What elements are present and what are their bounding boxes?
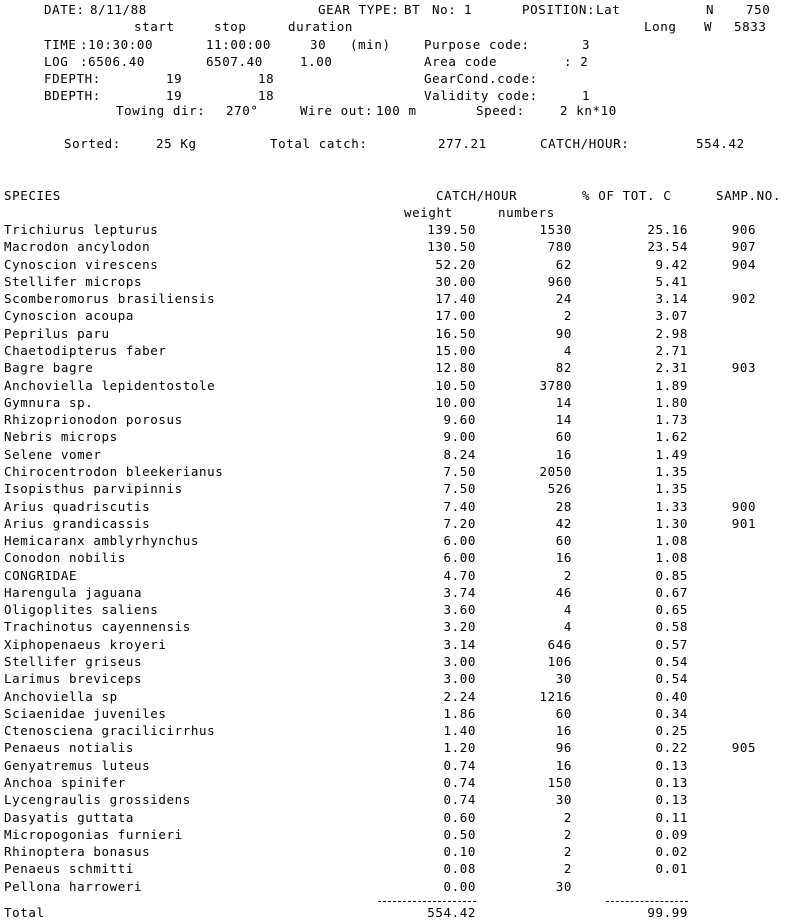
numbers-value: 16 xyxy=(555,446,572,462)
validity-code-value: 1 xyxy=(582,88,591,103)
species-name: Anchoa spinifer xyxy=(4,775,126,790)
numbers-value: 2 xyxy=(563,809,572,825)
weight-value: 1.20 xyxy=(443,740,476,756)
weight-value: 1.40 xyxy=(443,723,476,739)
numbers-value: 106 xyxy=(547,654,572,669)
species-name: Pellona harroweri xyxy=(4,878,143,894)
species-name: Genyatremus luteus xyxy=(4,757,151,773)
fdepth-start: 19 xyxy=(166,71,183,86)
table-row xyxy=(0,689,800,706)
species-name: Macrodon ancylodon xyxy=(4,239,151,255)
table-row xyxy=(0,378,800,395)
fdepth-stop: 18 xyxy=(258,71,275,86)
time-label: TIME xyxy=(44,37,77,52)
table-row xyxy=(0,602,800,619)
samp-no-value: 905 xyxy=(731,740,757,756)
position-label: POSITION: xyxy=(522,2,596,17)
table-row xyxy=(0,775,800,792)
table-row xyxy=(0,568,800,585)
numbers-value: 646 xyxy=(547,636,572,652)
time-duration: 30 xyxy=(310,37,327,52)
table-row xyxy=(0,343,800,360)
col-start-label: start xyxy=(134,19,175,34)
table-row xyxy=(0,827,800,844)
numbers-value: 960 xyxy=(547,273,572,289)
weight-value: 1.86 xyxy=(443,705,476,721)
table-row xyxy=(0,395,800,412)
table-row xyxy=(0,308,800,325)
weight-value: 3.74 xyxy=(443,584,476,600)
lat-hemisphere: N xyxy=(706,2,715,17)
species-name: Sciaenidae juveniles xyxy=(4,705,167,721)
weight-value: 17.40 xyxy=(435,291,476,307)
numbers-value: 16 xyxy=(555,757,572,773)
total-label: Total xyxy=(4,905,45,920)
samp-no-column-header: SAMP.NO. xyxy=(716,188,782,203)
pct-value: 1.35 xyxy=(655,463,688,479)
species-name: Penaeus notialis xyxy=(4,740,135,756)
towing-dir-label: Towing dir: xyxy=(116,103,206,118)
species-name: Conodon nobilis xyxy=(4,550,126,566)
numbers-value: 780 xyxy=(547,239,572,255)
pct-total-rule xyxy=(606,901,688,902)
species-name: Xiphopenaeus kroyeri xyxy=(4,636,167,652)
pct-value: 0.13 xyxy=(655,775,688,790)
log-stop: 6507.40 xyxy=(206,54,263,69)
bdepth-stop: 18 xyxy=(258,88,275,103)
numbers-value: 46 xyxy=(555,584,572,600)
total-catch-label: Total catch: xyxy=(270,136,368,151)
total-catch-value: 277.21 xyxy=(438,136,487,151)
table-row xyxy=(0,481,800,498)
species-name: Anchoviella sp xyxy=(4,688,118,704)
table-row xyxy=(0,326,800,343)
weight-value: 9.00 xyxy=(443,429,476,445)
no-value: 1 xyxy=(464,2,473,17)
time-unit: (min) xyxy=(350,37,391,52)
weight-value: 17.00 xyxy=(435,308,476,324)
pct-value: 0.40 xyxy=(655,688,688,704)
pct-value: 1.08 xyxy=(655,533,688,548)
numbers-value: 1530 xyxy=(539,222,572,237)
numbers-value: 4 xyxy=(563,602,572,618)
total-pct: 99.99 xyxy=(647,905,688,920)
table-row xyxy=(0,239,800,256)
pct-value: 0.13 xyxy=(655,792,688,808)
weight-subheader: weight xyxy=(404,205,453,220)
pct-value: 1.33 xyxy=(655,498,688,514)
log-start: :6506.40 xyxy=(80,54,146,69)
table-row xyxy=(0,740,800,757)
table-row xyxy=(0,533,800,550)
pct-value: 0.11 xyxy=(655,809,688,825)
weight-value: 3.14 xyxy=(443,636,476,652)
species-name: Micropogonias furnieri xyxy=(4,826,183,842)
species-name: Cynoscion acoupa xyxy=(4,308,135,324)
date-label: DATE: xyxy=(44,2,85,17)
pct-value: 2.71 xyxy=(655,343,688,358)
fdepth-label: FDEPTH: xyxy=(44,71,101,86)
numbers-value: 30 xyxy=(555,671,572,687)
pct-value: 1.08 xyxy=(655,550,688,566)
table-row xyxy=(0,550,800,567)
table-row xyxy=(0,429,800,446)
weight-value: 8.24 xyxy=(443,446,476,462)
pct-column-header: % OF TOT. C xyxy=(582,188,672,203)
table-row xyxy=(0,758,800,775)
species-name: Arius grandicassis xyxy=(4,515,151,531)
samp-no-value: 907 xyxy=(731,239,757,255)
weight-value: 0.74 xyxy=(443,757,476,773)
area-code-value: : 2 xyxy=(564,54,589,69)
numbers-value: 16 xyxy=(555,550,572,566)
date-value: 8/11/88 xyxy=(90,2,147,17)
pct-value: 1.30 xyxy=(655,515,688,531)
species-name: Peprilus paru xyxy=(4,325,110,341)
samp-no-value: 906 xyxy=(731,222,757,237)
numbers-value: 30 xyxy=(555,792,572,808)
numbers-value: 90 xyxy=(555,325,572,341)
samp-no-value: 903 xyxy=(731,360,757,376)
purpose-code-value: 3 xyxy=(582,37,591,52)
table-row xyxy=(0,861,800,878)
pct-value: 0.65 xyxy=(655,602,688,618)
species-name: Dasyatis guttata xyxy=(4,809,135,825)
long-hemisphere: W xyxy=(704,19,713,34)
pct-value: 2.31 xyxy=(655,360,688,376)
weight-value: 130.50 xyxy=(427,239,476,255)
numbers-value: 3780 xyxy=(539,377,572,393)
table-row xyxy=(0,654,800,671)
species-name: Hemicaranx amblyrhynchus xyxy=(4,533,200,548)
pct-value: 0.54 xyxy=(655,654,688,669)
species-name: Trichiurus lepturus xyxy=(4,222,159,237)
weight-total-rule xyxy=(378,901,476,902)
table-row xyxy=(0,723,800,740)
species-name: Arius quadriscutis xyxy=(4,498,151,514)
numbers-value: 2 xyxy=(563,844,572,860)
table-row xyxy=(0,706,800,723)
numbers-value: 42 xyxy=(555,515,572,531)
table-row xyxy=(0,412,800,429)
pct-value: 1.49 xyxy=(655,446,688,462)
gearcond-code-label: GearCond.code: xyxy=(424,71,538,86)
table-row xyxy=(0,464,800,481)
table-row xyxy=(0,637,800,654)
speed-label: Speed: xyxy=(476,103,525,118)
species-name: Nebris microps xyxy=(4,429,118,445)
numbers-value: 2 xyxy=(563,567,572,583)
time-stop: 11:00:00 xyxy=(206,37,272,52)
catch-hour-label: CATCH/HOUR: xyxy=(540,136,630,151)
table-row xyxy=(0,447,800,464)
weight-value: 3.20 xyxy=(443,619,476,635)
time-start: :10:30:00 xyxy=(80,37,154,52)
numbers-value: 2050 xyxy=(539,463,572,479)
numbers-value: 82 xyxy=(555,360,572,376)
table-row xyxy=(0,257,800,274)
sorted-label: Sorted: xyxy=(64,136,121,151)
weight-value: 0.10 xyxy=(443,844,476,860)
numbers-value: 4 xyxy=(563,619,572,635)
weight-value: 139.50 xyxy=(427,222,476,237)
table-row xyxy=(0,499,800,516)
weight-value: 6.00 xyxy=(443,550,476,566)
numbers-value: 2 xyxy=(563,826,572,842)
numbers-value: 62 xyxy=(555,256,572,272)
pct-value: 1.73 xyxy=(655,412,688,428)
col-duration-label: duration xyxy=(288,19,354,34)
numbers-value: 28 xyxy=(555,498,572,514)
pct-value: 5.41 xyxy=(655,273,688,289)
species-name: Oligoplites saliens xyxy=(4,602,159,618)
numbers-value: 526 xyxy=(547,481,572,497)
weight-value: 3.00 xyxy=(443,654,476,669)
species-name: Stellifer griseus xyxy=(4,654,143,669)
table-row xyxy=(0,671,800,688)
species-name: Scomberomorus brasiliensis xyxy=(4,291,216,307)
pct-value: 0.09 xyxy=(655,826,688,842)
purpose-code-label: Purpose code: xyxy=(424,37,530,52)
numbers-value: 60 xyxy=(555,429,572,445)
pct-value: 1.89 xyxy=(655,377,688,393)
table-row xyxy=(0,291,800,308)
pct-value: 3.07 xyxy=(655,308,688,324)
species-name: Lycengraulis grossidens xyxy=(4,792,191,808)
numbers-value: 14 xyxy=(555,394,572,410)
weight-value: 10.00 xyxy=(435,394,476,410)
weight-value: 3.00 xyxy=(443,671,476,687)
pct-value: 1.62 xyxy=(655,429,688,445)
weight-value: 52.20 xyxy=(435,256,476,272)
catch-hour-value: 554.42 xyxy=(696,136,745,151)
species-name: Chirocentrodon bleekerianus xyxy=(4,463,224,479)
wire-out-label: Wire out: xyxy=(300,103,374,118)
pct-value: 25.16 xyxy=(647,222,688,237)
samp-no-value: 900 xyxy=(731,498,757,514)
weight-value: 0.74 xyxy=(443,775,476,790)
numbers-value: 60 xyxy=(555,533,572,548)
table-row xyxy=(0,619,800,636)
pct-value: 2.98 xyxy=(655,325,688,341)
species-name: Cynoscion virescens xyxy=(4,256,159,272)
pct-value: 0.22 xyxy=(655,740,688,756)
numbers-value: 2 xyxy=(563,861,572,877)
table-row xyxy=(0,274,800,291)
numbers-value: 24 xyxy=(555,291,572,307)
table-row xyxy=(0,360,800,377)
numbers-subheader: numbers xyxy=(498,205,555,220)
weight-value: 7.50 xyxy=(443,463,476,479)
pct-value: 1.35 xyxy=(655,481,688,497)
pct-value: 0.54 xyxy=(655,671,688,687)
weight-value: 7.20 xyxy=(443,515,476,531)
table-row xyxy=(0,585,800,602)
species-name: Stellifer microps xyxy=(4,273,143,289)
weight-value: 16.50 xyxy=(435,325,476,341)
speed-value: 2 kn*10 xyxy=(560,103,617,118)
pct-value: 0.25 xyxy=(655,723,688,739)
pct-value: 0.02 xyxy=(655,844,688,860)
species-name: Rhinoptera bonasus xyxy=(4,844,151,860)
catch-hour-column-header: CATCH/HOUR xyxy=(436,188,518,203)
weight-value: 0.50 xyxy=(443,826,476,842)
gear-type-value: BT xyxy=(404,2,421,17)
total-weight: 554.42 xyxy=(427,905,476,920)
numbers-value: 96 xyxy=(555,740,572,756)
species-name: Harengula jaguana xyxy=(4,584,143,600)
weight-value: 12.80 xyxy=(435,360,476,376)
weight-value: 0.00 xyxy=(443,878,476,894)
species-name: Larimus breviceps xyxy=(4,671,143,687)
numbers-value: 1216 xyxy=(539,688,572,704)
table-row xyxy=(0,792,800,809)
weight-value: 0.60 xyxy=(443,809,476,825)
wire-out-value: 100 m xyxy=(376,103,417,118)
numbers-value: 14 xyxy=(555,412,572,428)
species-name: Gymnura sp. xyxy=(4,394,94,410)
species-name: Trachinotus cayennensis xyxy=(4,619,191,635)
pct-value: 0.85 xyxy=(655,567,688,583)
pct-value: 0.34 xyxy=(655,705,688,721)
species-name: Ctenosciena gracilicirrhus xyxy=(4,723,216,739)
table-row xyxy=(0,222,800,239)
pct-value: 23.54 xyxy=(647,239,688,255)
weight-value: 6.00 xyxy=(443,533,476,548)
gear-type-label: GEAR TYPE: xyxy=(318,2,400,17)
pct-value: 0.57 xyxy=(655,636,688,652)
species-name: Selene vomer xyxy=(4,446,102,462)
weight-value: 0.74 xyxy=(443,792,476,808)
pct-value: 0.58 xyxy=(655,619,688,635)
area-code-label: Area code xyxy=(424,54,498,69)
weight-value: 7.40 xyxy=(443,498,476,514)
log-duration: 1.00 xyxy=(300,54,333,69)
pct-value: 1.80 xyxy=(655,394,688,410)
weight-value: 4.70 xyxy=(443,567,476,583)
species-name: Rhizoprionodon porosus xyxy=(4,412,183,428)
table-row xyxy=(0,879,800,896)
long-value: 5833 xyxy=(734,19,767,34)
log-label: LOG xyxy=(44,54,69,69)
species-name: Anchoviella lepidentostole xyxy=(4,377,216,393)
pct-value: 0.13 xyxy=(655,757,688,773)
weight-value: 30.00 xyxy=(435,273,476,289)
numbers-value: 30 xyxy=(555,878,572,894)
table-row xyxy=(0,844,800,861)
weight-value: 15.00 xyxy=(435,343,476,358)
pct-value: 0.67 xyxy=(655,584,688,600)
towing-dir-value: 270° xyxy=(226,103,259,118)
samp-no-value: 901 xyxy=(731,515,757,531)
table-row xyxy=(0,516,800,533)
numbers-value: 16 xyxy=(555,723,572,739)
species-column-header: SPECIES xyxy=(4,188,61,203)
bdepth-start: 19 xyxy=(166,88,183,103)
bdepth-label: BDEPTH: xyxy=(44,88,101,103)
weight-value: 9.60 xyxy=(443,412,476,428)
validity-code-label: Validity code: xyxy=(424,88,538,103)
weight-value: 7.50 xyxy=(443,481,476,497)
pct-value: 0.01 xyxy=(655,861,688,877)
lat-value: 750 xyxy=(746,2,771,17)
weight-value: 10.50 xyxy=(435,377,476,393)
pct-value: 3.14 xyxy=(655,291,688,307)
species-name: Chaetodipterus faber xyxy=(4,343,167,358)
weight-value: 0.08 xyxy=(443,861,476,877)
numbers-value: 60 xyxy=(555,705,572,721)
numbers-value: 150 xyxy=(547,775,572,790)
species-name: Isopisthus parvipinnis xyxy=(4,481,183,497)
weight-value: 2.24 xyxy=(443,688,476,704)
table-row xyxy=(0,810,800,827)
numbers-value: 2 xyxy=(563,308,572,324)
species-name: Penaeus schmitti xyxy=(4,861,135,877)
species-name: CONGRIDAE xyxy=(4,567,78,583)
samp-no-value: 904 xyxy=(731,256,757,272)
samp-no-value: 902 xyxy=(731,291,757,307)
pct-value: 9.42 xyxy=(655,256,688,272)
numbers-value: 4 xyxy=(563,343,572,358)
lat-label: Lat xyxy=(596,2,621,17)
sorted-value: 25 Kg xyxy=(156,136,197,151)
col-stop-label: stop xyxy=(214,19,247,34)
long-label: Long xyxy=(644,19,677,34)
no-label: No: xyxy=(432,2,457,17)
weight-value: 3.60 xyxy=(443,602,476,618)
species-name: Bagre bagre xyxy=(4,360,94,376)
